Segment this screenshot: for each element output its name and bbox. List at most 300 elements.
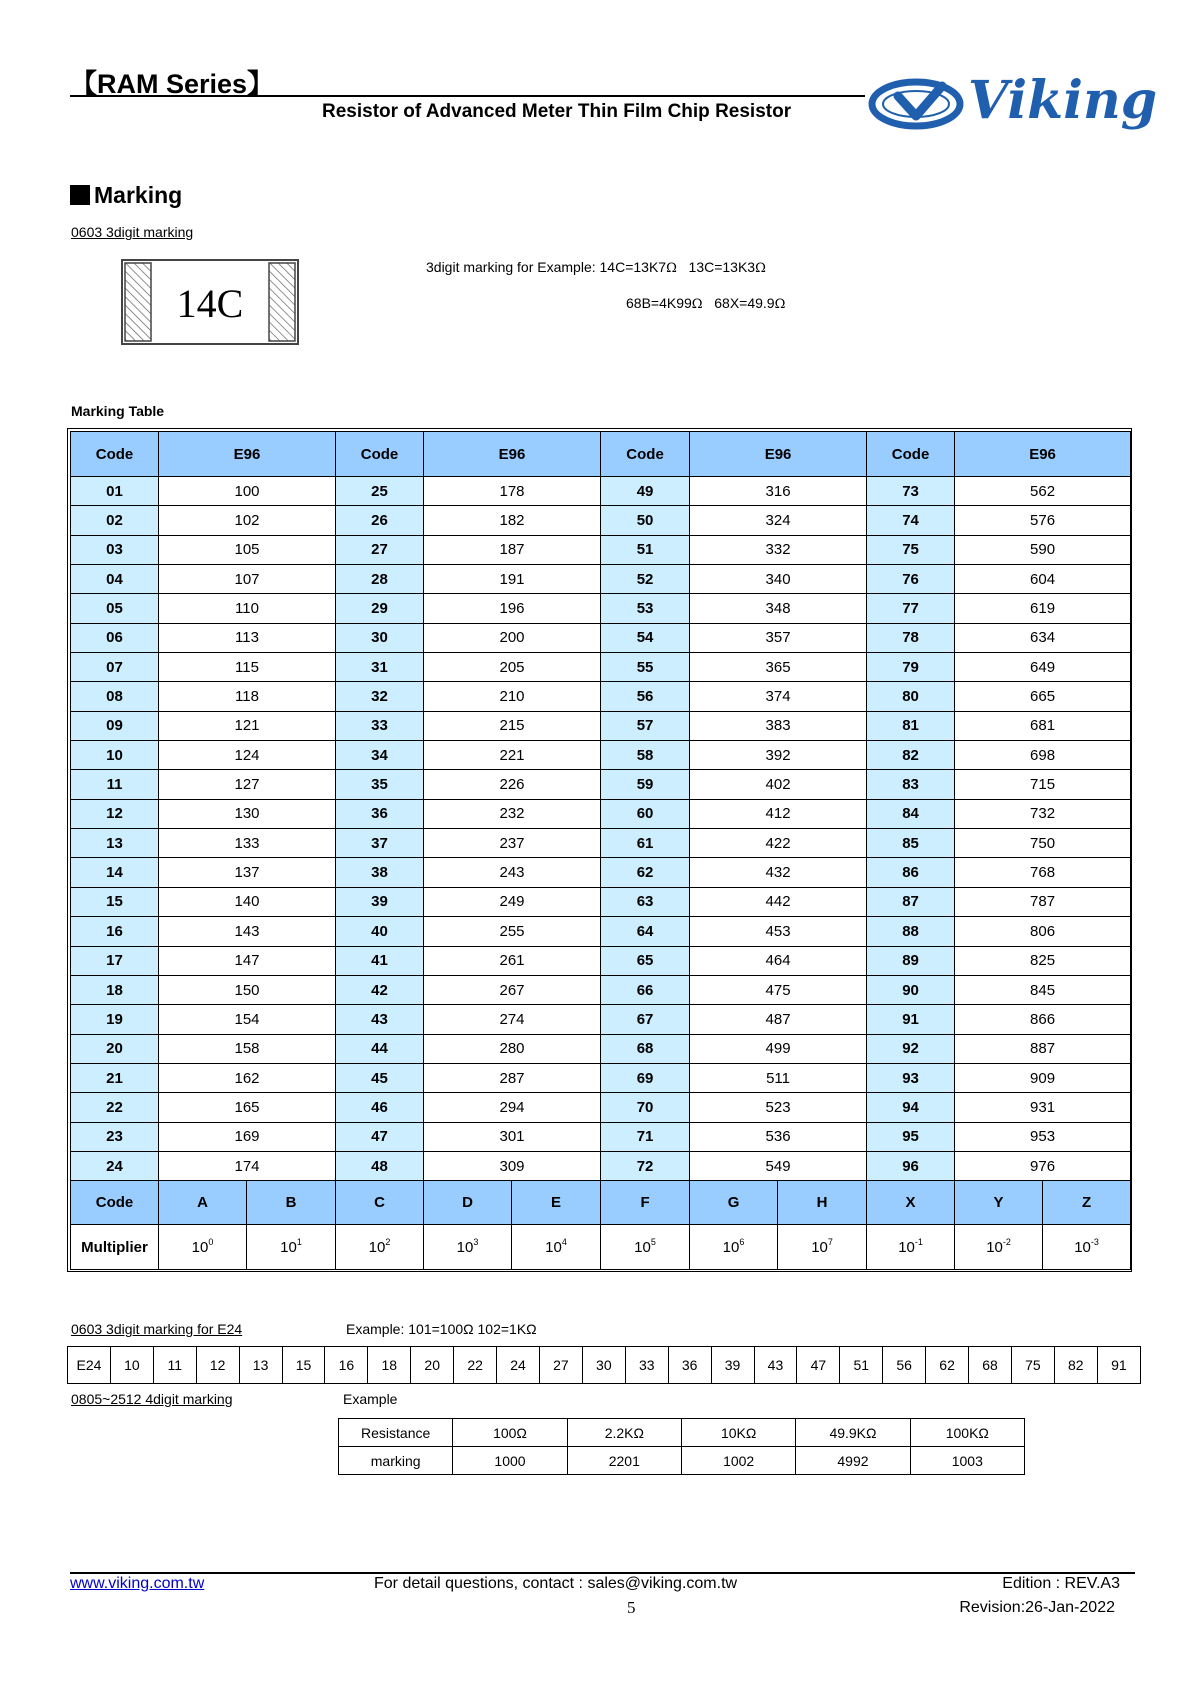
code-cell: 82: [867, 741, 955, 770]
header-e96: E96: [159, 432, 336, 477]
e96-value-cell: 243: [424, 858, 601, 887]
code-cell: 45: [336, 1063, 424, 1092]
e96-value-cell: 154: [159, 1005, 336, 1034]
code-cell: 32: [336, 682, 424, 711]
code-cell: 37: [336, 829, 424, 858]
e96-value-cell: 887: [955, 1034, 1131, 1063]
table-row: [71, 829, 1131, 858]
marking-row: [339, 1447, 1025, 1475]
marking-cell: 1002: [681, 1447, 795, 1475]
e24-example: Example: 101=100Ω 102=1KΩ: [346, 1321, 537, 1337]
e96-value-cell: 249: [424, 887, 601, 916]
multiplier-value-cell: [601, 1225, 690, 1270]
e96-value-cell: 332: [690, 535, 867, 564]
multiplier-value-cell: [1043, 1225, 1131, 1270]
e96-value-cell: 237: [424, 829, 601, 858]
table-row: [71, 623, 1131, 652]
ohm-symbol: Ω: [774, 297, 786, 312]
code-cell: 14: [71, 858, 159, 887]
e96-value-cell: 715: [955, 770, 1131, 799]
e96-value-cell: 976: [955, 1151, 1131, 1180]
code-cell: 42: [336, 975, 424, 1004]
e96-value-cell: 787: [955, 887, 1131, 916]
e96-value-cell: 107: [159, 565, 336, 594]
code-cell: 84: [867, 799, 955, 828]
e24-table: [67, 1346, 1141, 1384]
code-cell: 56: [601, 682, 690, 711]
e24-value-cell: 62: [926, 1347, 969, 1384]
e96-value-cell: 732: [955, 799, 1131, 828]
multiplier-exponent: 6: [739, 1236, 745, 1247]
code-cell: 17: [71, 946, 159, 975]
multiplier-exponent: 7: [827, 1236, 833, 1247]
e96-value-cell: 953: [955, 1122, 1131, 1151]
code-cell: 05: [71, 594, 159, 623]
code-cell: 86: [867, 858, 955, 887]
multiplier-base: 10: [722, 1238, 740, 1256]
code-cell: 91: [867, 1005, 955, 1034]
code-cell: 92: [867, 1034, 955, 1063]
code-cell: 24: [71, 1151, 159, 1180]
series-title: 【RAM Series】: [70, 69, 275, 99]
e96-value-cell: 143: [159, 917, 336, 946]
code-cell: 49: [601, 477, 690, 506]
code-cell: 10: [71, 741, 159, 770]
multiplier-base: 10: [191, 1238, 209, 1256]
code-cell: 62: [601, 858, 690, 887]
e96-value-cell: 402: [690, 770, 867, 799]
header-code: Code: [867, 432, 955, 477]
table-row: [71, 1151, 1131, 1180]
code-cell: 23: [71, 1122, 159, 1151]
code-cell: 40: [336, 917, 424, 946]
e96-value-cell: 604: [955, 565, 1131, 594]
multiplier-value-cell: [867, 1225, 955, 1270]
chip-label: 14C: [176, 281, 244, 326]
e96-value-cell: 150: [159, 975, 336, 1004]
code-cell: 01: [71, 477, 159, 506]
code-cell: 73: [867, 477, 955, 506]
code-cell: 35: [336, 770, 424, 799]
multiplier-code-cell: E: [512, 1181, 601, 1225]
e96-value-cell: 392: [690, 741, 867, 770]
e96-value-cell: 287: [424, 1063, 601, 1092]
e96-value-cell: 931: [955, 1093, 1131, 1122]
e96-value-cell: 324: [690, 506, 867, 535]
e24-value-cell: 15: [282, 1347, 325, 1384]
e96-value-cell: 100: [159, 477, 336, 506]
e24-value-cell: 24: [497, 1347, 540, 1384]
example-4digit-label: Example: [343, 1391, 398, 1407]
e96-value-cell: 169: [159, 1122, 336, 1151]
multiplier-exponent: 5: [650, 1236, 656, 1247]
footer-edition: Edition : REV.A3: [1002, 1575, 1120, 1592]
e96-value-cell: 182: [424, 506, 601, 535]
e96-value-cell: 348: [690, 594, 867, 623]
e96-value-cell: 453: [690, 917, 867, 946]
e96-value-cell: 422: [690, 829, 867, 858]
e96-value-cell: 127: [159, 770, 336, 799]
multiplier-value-cell: [424, 1225, 512, 1270]
code-cell: 19: [71, 1005, 159, 1034]
e96-value-cell: 205: [424, 653, 601, 682]
resistance-cell: 10KΩ: [681, 1419, 795, 1447]
e96-rows: [71, 477, 1131, 1181]
code-cell: 58: [601, 741, 690, 770]
e96-value-cell: 215: [424, 711, 601, 740]
code-cell: 11: [71, 770, 159, 799]
multiplier-label: Multiplier: [71, 1225, 159, 1270]
e96-value-cell: 210: [424, 682, 601, 711]
header-code: Code: [601, 432, 690, 477]
e96-value-cell: 226: [424, 770, 601, 799]
multiplier-code-cell: F: [601, 1181, 690, 1225]
e96-value-cell: 412: [690, 799, 867, 828]
code-cell: 34: [336, 741, 424, 770]
e96-value-cell: 487: [690, 1005, 867, 1034]
example-13c: 13C=13K3: [676, 259, 756, 275]
resistance-cell: 2.2KΩ: [567, 1419, 681, 1447]
code-cell: 60: [601, 799, 690, 828]
code-cell: 70: [601, 1093, 690, 1122]
e96-value-cell: 365: [690, 653, 867, 682]
e96-value-cell: 110: [159, 594, 336, 623]
multiplier-base: 10: [456, 1238, 474, 1256]
e96-value-cell: 162: [159, 1063, 336, 1092]
resistance-cell: 100KΩ: [910, 1419, 1024, 1447]
marking-table: [70, 431, 1131, 1270]
multiplier-exponent: 4: [561, 1236, 567, 1247]
e96-value-cell: 909: [955, 1063, 1131, 1092]
resistance-label-cell: Resistance: [339, 1419, 453, 1447]
e96-value-cell: 562: [955, 477, 1131, 506]
footer-revision: Revision:26-Jan-2022: [959, 1599, 1115, 1616]
header-rule: [70, 95, 865, 97]
multiplier-exponent: 0: [208, 1236, 214, 1247]
e96-value-cell: 768: [955, 858, 1131, 887]
e24-value-cell: 16: [325, 1347, 368, 1384]
marking-label-cell: marking: [339, 1447, 453, 1475]
multiplier-base: 10: [280, 1238, 297, 1256]
header-code: Code: [71, 432, 159, 477]
code-cell: 74: [867, 506, 955, 535]
code-cell: 66: [601, 975, 690, 1004]
multiplier-value-cell: [690, 1225, 778, 1270]
e96-value-cell: 536: [690, 1122, 867, 1151]
multiplier-exponent: -3: [1090, 1236, 1099, 1247]
table-row: [71, 975, 1131, 1004]
multiplier-code-cell: Z: [1043, 1181, 1131, 1225]
code-cell: 88: [867, 917, 955, 946]
code-cell: 71: [601, 1122, 690, 1151]
code-cell: 93: [867, 1063, 955, 1092]
multiplier-code-label: Code: [71, 1181, 159, 1225]
code-cell: 08: [71, 682, 159, 711]
multiplier-exponent: -2: [1002, 1236, 1011, 1247]
e96-value-cell: 232: [424, 799, 601, 828]
code-cell: 38: [336, 858, 424, 887]
e96-value-cell: 221: [424, 741, 601, 770]
e24-value-cell: 22: [454, 1347, 497, 1384]
e24-value-cell: 36: [668, 1347, 711, 1384]
e96-value-cell: 576: [955, 506, 1131, 535]
e24-value-cell: 13: [239, 1347, 282, 1384]
e96-value-cell: 806: [955, 917, 1131, 946]
multiplier-code-cell: A: [159, 1181, 247, 1225]
table-row: [71, 887, 1131, 916]
code-cell: 76: [867, 565, 955, 594]
code-cell: 67: [601, 1005, 690, 1034]
document-subtitle: Resistor of Advanced Meter Thin Film Chip Resistor: [322, 101, 792, 122]
marking-table-title: Marking Table: [71, 403, 165, 419]
e96-value-cell: 158: [159, 1034, 336, 1063]
multiplier-value-cell: [955, 1225, 1043, 1270]
multiplier-base: 10: [634, 1238, 651, 1256]
code-cell: 53: [601, 594, 690, 623]
multiplier-code-cell: Y: [955, 1181, 1043, 1225]
e96-value-cell: 255: [424, 917, 601, 946]
e96-value-cell: 549: [690, 1151, 867, 1180]
page-number: 5: [627, 1598, 636, 1617]
e96-value-cell: 866: [955, 1005, 1131, 1034]
e96-value-cell: 825: [955, 946, 1131, 975]
code-cell: 55: [601, 653, 690, 682]
e24-value-cell: 20: [411, 1347, 454, 1384]
example-14c: 3digit marking for Example: 14C=13K7: [426, 259, 667, 275]
e96-value-cell: 619: [955, 594, 1131, 623]
code-cell: 43: [336, 1005, 424, 1034]
code-cell: 33: [336, 711, 424, 740]
e96-value-cell: 121: [159, 711, 336, 740]
code-cell: 21: [71, 1063, 159, 1092]
e24-label-cell: E24: [68, 1347, 111, 1384]
e24-value-cell: 75: [1011, 1347, 1054, 1384]
e96-value-cell: 523: [690, 1093, 867, 1122]
code-cell: 52: [601, 565, 690, 594]
table-row: [71, 946, 1131, 975]
code-cell: 36: [336, 799, 424, 828]
code-cell: 31: [336, 653, 424, 682]
code-cell: 22: [71, 1093, 159, 1122]
e24-value-cell: 10: [110, 1347, 153, 1384]
e96-value-cell: 178: [424, 477, 601, 506]
marking-table-header: [71, 432, 1131, 477]
resistance-cell: 49.9KΩ: [796, 1419, 910, 1447]
e24-value-cell: 18: [368, 1347, 411, 1384]
e96-value-cell: 267: [424, 975, 601, 1004]
multiplier-code-cell: X: [867, 1181, 955, 1225]
e96-value-cell: 294: [424, 1093, 601, 1122]
code-cell: 72: [601, 1151, 690, 1180]
e96-value-cell: 140: [159, 887, 336, 916]
marking-cell: 4992: [796, 1447, 910, 1475]
e96-value-cell: 649: [955, 653, 1131, 682]
table-row: [71, 535, 1131, 564]
multiplier-base: 10: [898, 1238, 915, 1256]
e96-value-cell: 499: [690, 1034, 867, 1063]
code-cell: 47: [336, 1122, 424, 1151]
e96-value-cell: 340: [690, 565, 867, 594]
code-cell: 07: [71, 653, 159, 682]
ohm-symbol: Ω: [666, 261, 677, 276]
e24-value-cell: 12: [196, 1347, 239, 1384]
e96-value-cell: 432: [690, 858, 867, 887]
code-cell: 12: [71, 799, 159, 828]
code-cell: 48: [336, 1151, 424, 1180]
e24-value-cell: 27: [539, 1347, 582, 1384]
code-cell: 63: [601, 887, 690, 916]
code-cell: 06: [71, 623, 159, 652]
square-bullet-icon: [70, 185, 90, 205]
code-cell: 96: [867, 1151, 955, 1180]
code-cell: 51: [601, 535, 690, 564]
table-row: [71, 594, 1131, 623]
code-cell: 54: [601, 623, 690, 652]
code-cell: 27: [336, 535, 424, 564]
e96-value-cell: 511: [690, 1063, 867, 1092]
code-cell: 68: [601, 1034, 690, 1063]
footer-website-link[interactable]: www.viking.com.tw: [70, 1575, 205, 1592]
table-row: [71, 1005, 1131, 1034]
fourdigit-table: [338, 1418, 1025, 1475]
code-cell: 95: [867, 1122, 955, 1151]
code-cell: 59: [601, 770, 690, 799]
e96-value-cell: 357: [690, 623, 867, 652]
viking-eye-icon: [872, 82, 960, 126]
e96-value-cell: 165: [159, 1093, 336, 1122]
marking-cell: 1000: [453, 1447, 567, 1475]
resistance-cell: 100Ω: [453, 1419, 567, 1447]
header-e96: E96: [955, 432, 1131, 477]
multiplier-base: 10: [986, 1238, 1003, 1256]
code-cell: 64: [601, 917, 690, 946]
e96-value-cell: 200: [424, 623, 601, 652]
subheading-4digit: 0805~2512 4digit marking: [71, 1391, 233, 1407]
code-cell: 18: [71, 975, 159, 1004]
table-row: [71, 682, 1131, 711]
code-cell: 41: [336, 946, 424, 975]
logo-text: Viking: [968, 70, 1158, 131]
multiplier-exponent: 3: [473, 1236, 479, 1247]
multiplier-value-cell: [159, 1225, 247, 1270]
code-cell: 80: [867, 682, 955, 711]
multiplier-base: 10: [1074, 1238, 1091, 1256]
e96-value-cell: 475: [690, 975, 867, 1004]
code-cell: 94: [867, 1093, 955, 1122]
multiplier-base: 10: [368, 1238, 386, 1256]
code-cell: 65: [601, 946, 690, 975]
code-cell: 90: [867, 975, 955, 1004]
code-cell: 26: [336, 506, 424, 535]
table-row: [71, 741, 1131, 770]
code-cell: 75: [867, 535, 955, 564]
multiplier-value-cell: [512, 1225, 601, 1270]
viking-logo: [868, 66, 1158, 138]
code-cell: 87: [867, 887, 955, 916]
e24-value-cell: 91: [1097, 1347, 1140, 1384]
e96-value-cell: 187: [424, 535, 601, 564]
e24-value-cell: 51: [840, 1347, 883, 1384]
header-e96: E96: [424, 432, 601, 477]
code-cell: 61: [601, 829, 690, 858]
e96-value-cell: 316: [690, 477, 867, 506]
multiplier-code-cell: D: [424, 1181, 512, 1225]
code-cell: 46: [336, 1093, 424, 1122]
e96-value-cell: 681: [955, 711, 1131, 740]
table-row: [71, 565, 1131, 594]
e96-value-cell: 130: [159, 799, 336, 828]
multiplier-exponent: -1: [914, 1236, 923, 1247]
e96-value-cell: 464: [690, 946, 867, 975]
multiplier-exponent: 1: [296, 1236, 302, 1247]
table-row: [71, 917, 1131, 946]
example-68b: 68B=4K99: [626, 295, 692, 311]
example-line-2: [626, 295, 785, 312]
code-cell: 89: [867, 946, 955, 975]
e24-value-cell: 33: [625, 1347, 668, 1384]
e96-value-cell: 174: [159, 1151, 336, 1180]
multiplier-code-cell: B: [247, 1181, 336, 1225]
e96-value-cell: 750: [955, 829, 1131, 858]
subheading-e24: 0603 3digit marking for E24: [71, 1321, 243, 1337]
header-code: Code: [336, 432, 424, 477]
e24-value-cell: 68: [969, 1347, 1012, 1384]
e96-value-cell: 105: [159, 535, 336, 564]
multiplier-value-cell: [336, 1225, 424, 1270]
subheading-0603-3digit: 0603 3digit marking: [71, 224, 194, 240]
section-heading-text: Marking: [94, 182, 183, 208]
code-cell: 20: [71, 1034, 159, 1063]
code-cell: 15: [71, 887, 159, 916]
table-row: [71, 1034, 1131, 1063]
code-cell: 78: [867, 623, 955, 652]
code-cell: 30: [336, 623, 424, 652]
table-row: [71, 506, 1131, 535]
code-cell: 28: [336, 565, 424, 594]
e96-value-cell: 113: [159, 623, 336, 652]
multiplier-base: 10: [545, 1238, 562, 1256]
table-row: [71, 1122, 1131, 1151]
marking-cell: 2201: [567, 1447, 681, 1475]
example-line-1: [426, 259, 766, 276]
multiplier-code-cell: H: [778, 1181, 867, 1225]
code-cell: 57: [601, 711, 690, 740]
multiplier-code-cell: G: [690, 1181, 778, 1225]
example-68x: 68X=49.9: [702, 295, 775, 311]
e96-value-cell: 309: [424, 1151, 601, 1180]
code-cell: 13: [71, 829, 159, 858]
e96-value-cell: 137: [159, 858, 336, 887]
multiplier-code-cell: C: [336, 1181, 424, 1225]
e96-value-cell: 698: [955, 741, 1131, 770]
code-cell: 50: [601, 506, 690, 535]
code-cell: 29: [336, 594, 424, 623]
e96-value-cell: 124: [159, 741, 336, 770]
multiplier-value-cell: [247, 1225, 336, 1270]
multiplier-exponent: 2: [385, 1236, 391, 1247]
e96-value-cell: 845: [955, 975, 1131, 1004]
e24-value-cell: 30: [582, 1347, 625, 1384]
e96-value-cell: 590: [955, 535, 1131, 564]
table-row: [71, 1093, 1131, 1122]
ohm-symbol: Ω: [691, 297, 703, 312]
ohm-symbol: Ω: [755, 261, 766, 276]
code-cell: 02: [71, 506, 159, 535]
marking-cell: 1003: [910, 1447, 1024, 1475]
code-cell: 83: [867, 770, 955, 799]
multiplier-value-cell: [778, 1225, 867, 1270]
multiplier-code-row: [71, 1181, 1131, 1225]
